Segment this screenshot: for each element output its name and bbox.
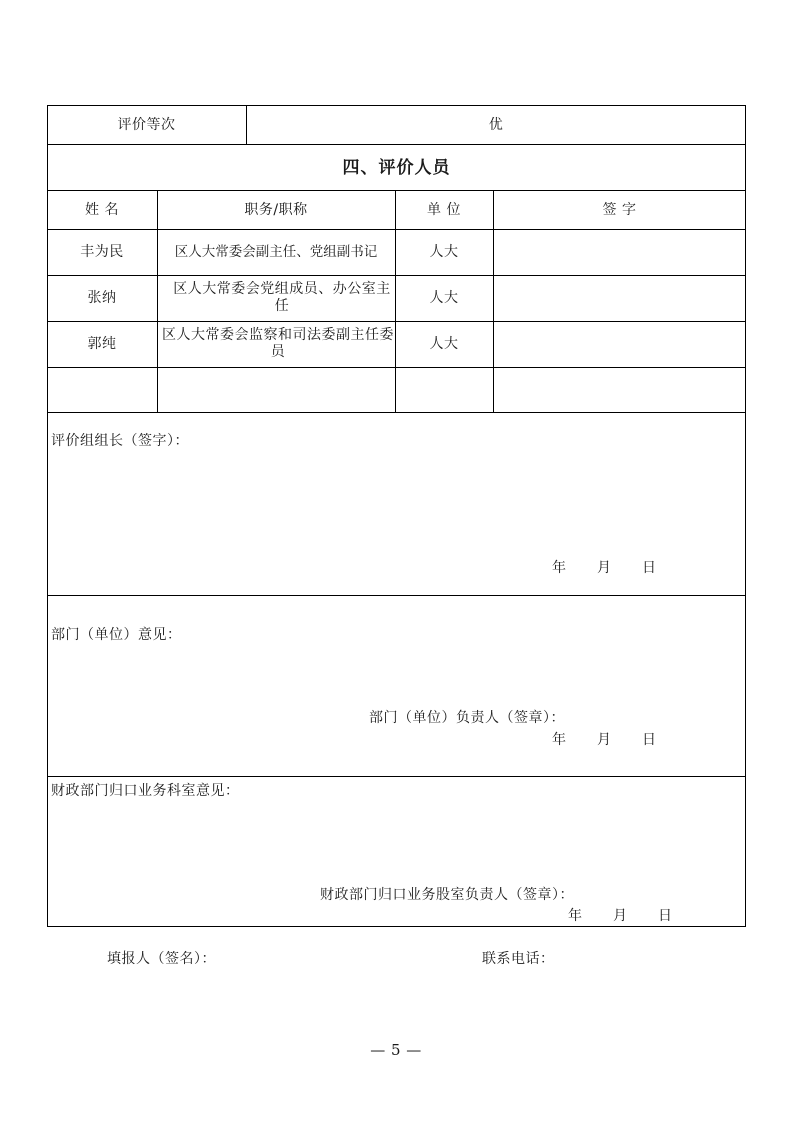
row-title: 区人大常委会监察和司法委副主任委员 — [162, 327, 394, 360]
finance-date: 年 月 日 — [568, 908, 673, 924]
row-unit: 人大 — [429, 290, 459, 306]
finance-opinion-label: 财政部门归口业务科室意见： — [51, 783, 240, 799]
row-unit: 人大 — [429, 244, 459, 260]
row-divider — [47, 229, 746, 230]
column-divider — [157, 190, 158, 412]
header-name: 姓 名 — [85, 202, 119, 218]
page-number: — 5 — — [370, 1041, 422, 1059]
row-divider — [47, 412, 746, 413]
dept-date: 年 月 日 — [552, 732, 657, 748]
dept-signer-label: 部门（单位）负责人（签章）： — [369, 710, 565, 726]
row-divider — [47, 275, 746, 276]
eval-grade-value: 优 — [488, 117, 504, 133]
header-unit: 单 位 — [427, 202, 461, 218]
header-sign: 签 字 — [602, 202, 637, 218]
row-name: 张纳 — [87, 290, 117, 306]
row-unit: 人大 — [429, 336, 459, 352]
leader-date: 年 月 日 — [552, 560, 657, 576]
row-divider — [47, 367, 746, 368]
contact-phone-label: 联系电话： — [482, 951, 555, 967]
row-divider — [47, 776, 746, 777]
column-divider — [493, 190, 494, 412]
row-divider — [47, 144, 746, 145]
eval-grade-label: 评价等次 — [117, 117, 176, 133]
row-name: 丰为民 — [80, 244, 124, 260]
row-name: 郭纯 — [87, 336, 117, 352]
row-title: 区人大常委会党组成员、办公室主任 — [173, 281, 391, 314]
row-divider — [47, 190, 746, 191]
row-divider — [47, 595, 746, 596]
finance-signer-label: 财政部门归口业务股室负责人（签章）： — [320, 887, 574, 903]
section-title: 四、评价人员 — [342, 158, 451, 178]
row-title: 区人大常委会副主任、党组副书记 — [174, 244, 378, 260]
header-title: 职务/职称 — [244, 202, 308, 218]
filler-signature-label: 填报人（签名）： — [107, 951, 216, 967]
leader-signature-label: 评价组组长（签字）： — [51, 433, 189, 449]
dept-opinion-label: 部门（单位）意见： — [51, 627, 182, 643]
row-divider — [47, 321, 746, 322]
